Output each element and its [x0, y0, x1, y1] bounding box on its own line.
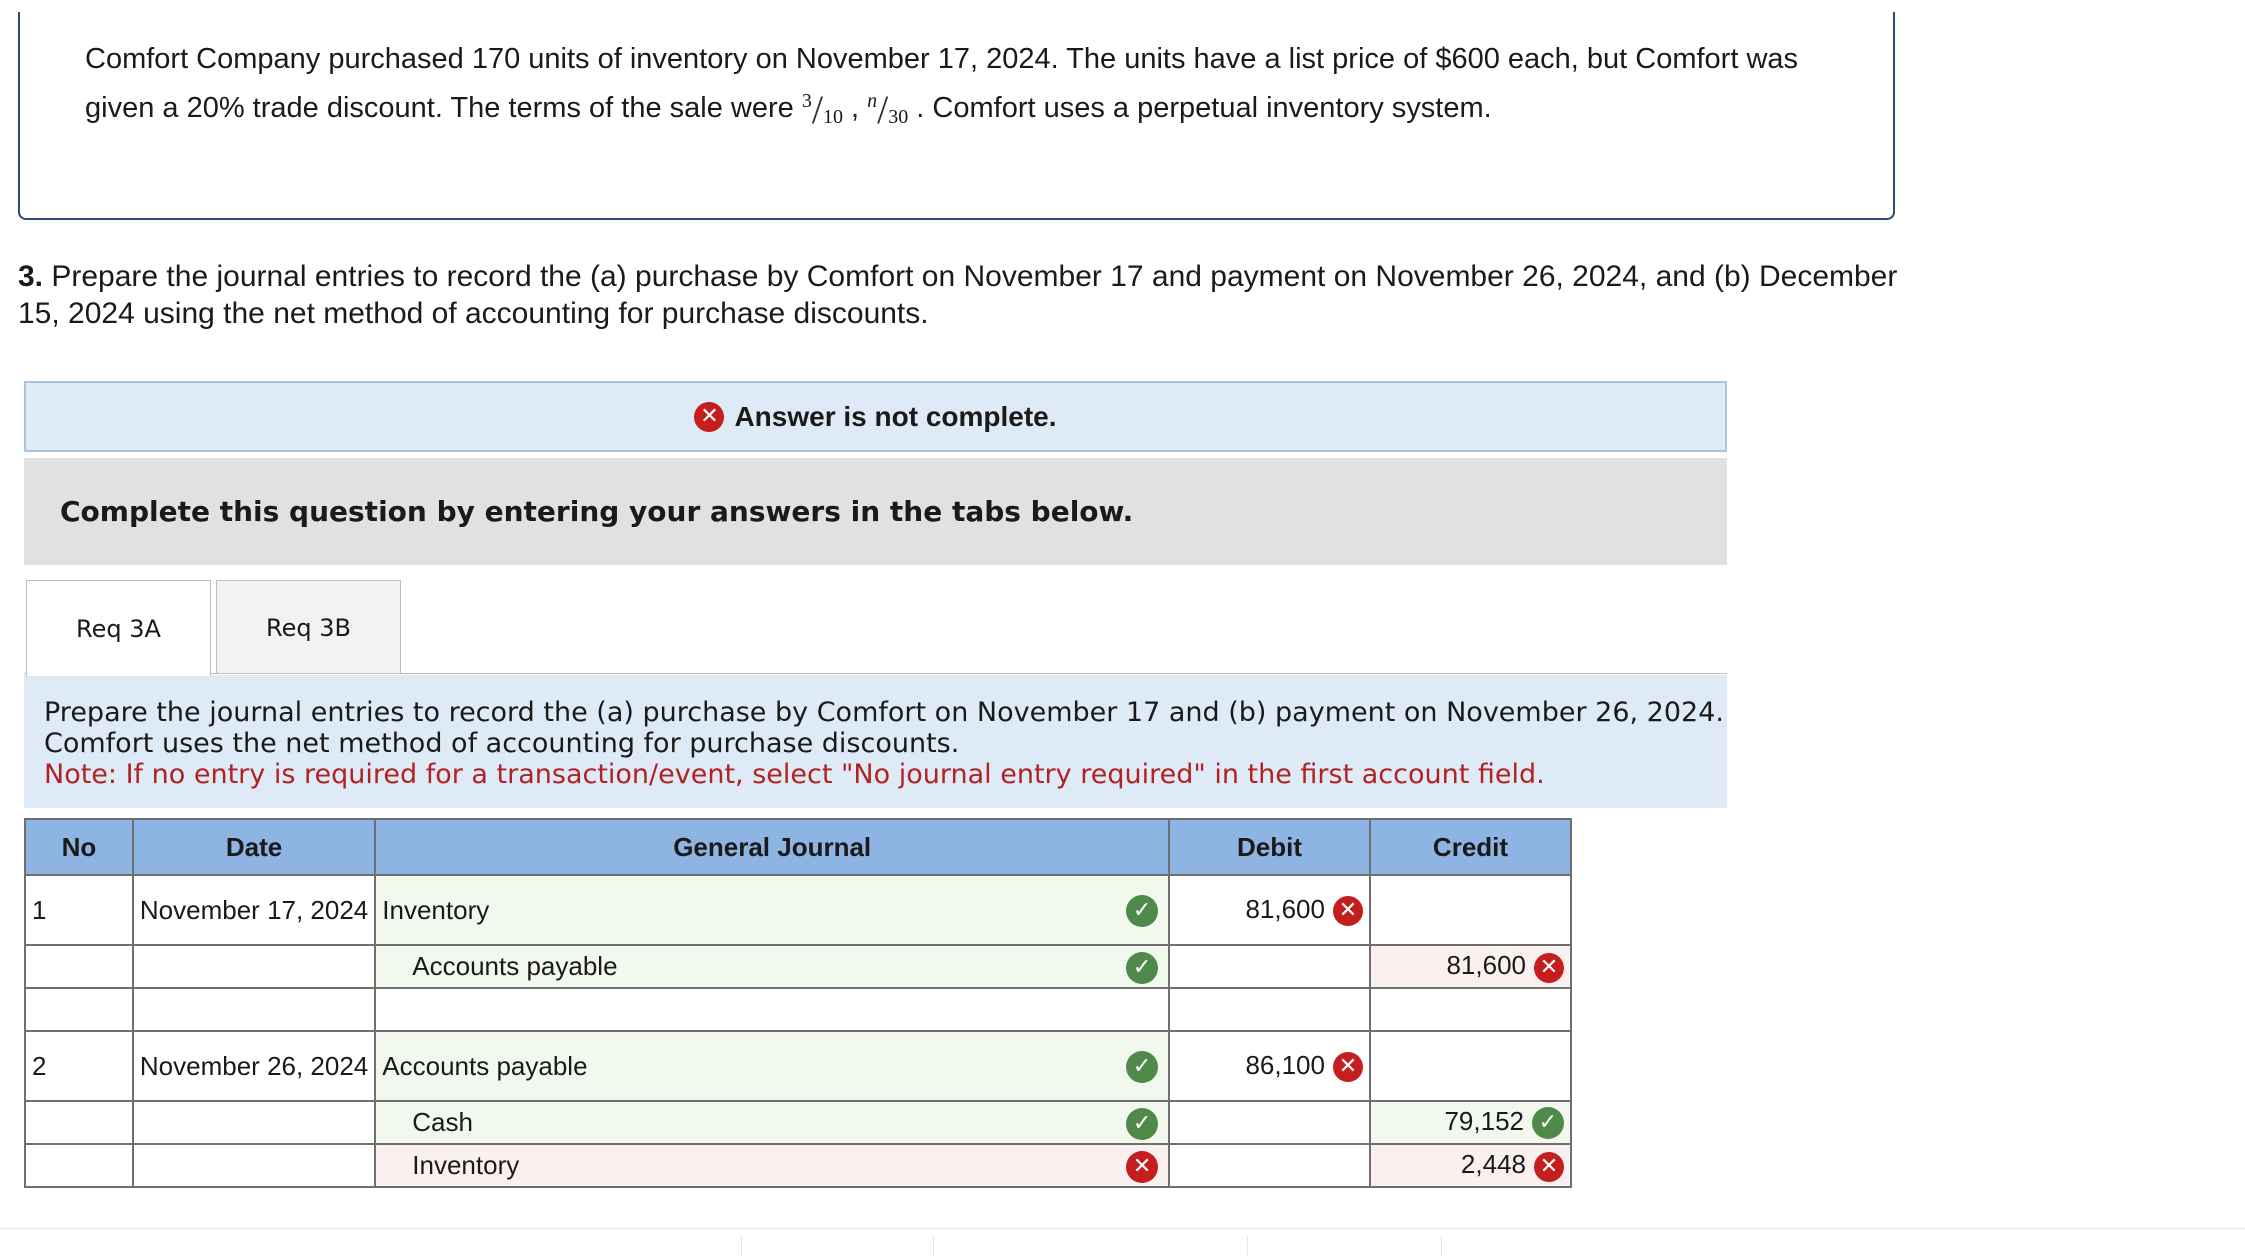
terms-separator: ,: [842, 92, 868, 124]
requirement-prompt: [24, 675, 1727, 808]
account-select[interactable]: [375, 988, 1169, 1031]
date-select[interactable]: [133, 1101, 375, 1144]
credit-input[interactable]: [1370, 875, 1571, 945]
header-credit: Credit: [1370, 819, 1571, 875]
entry-no-cell: [25, 1101, 133, 1144]
header-date: Date: [133, 819, 375, 875]
account-select[interactable]: Cash ✓: [375, 1101, 1169, 1144]
table-row: [25, 945, 1571, 988]
date-select[interactable]: November 26, 2024: [133, 1031, 375, 1101]
credit-input[interactable]: 79,152 ✓: [1370, 1101, 1571, 1144]
debit-input[interactable]: [1169, 1101, 1370, 1144]
table-row: [25, 988, 1571, 1031]
credit-input[interactable]: [1370, 988, 1571, 1031]
account-select[interactable]: Accounts payable ✓: [375, 1031, 1169, 1101]
account-select[interactable]: Accounts payable ✓: [375, 945, 1169, 988]
prompt-note: Note: If no entry is required for a transaction/event, select "No journal entry required" in the first account field.: [44, 759, 1545, 790]
credit-input[interactable]: 81,600 ✕: [1370, 945, 1571, 988]
account-select[interactable]: Inventory ✓: [375, 875, 1169, 945]
bottom-divider: [0, 1228, 2245, 1229]
tab-bar: [26, 580, 401, 674]
table-row: [25, 1101, 1571, 1144]
date-select[interactable]: [133, 988, 375, 1031]
table-row: [25, 1144, 1571, 1187]
bottom-divider-tick: [1441, 1236, 1442, 1256]
bottom-divider-tick: [1247, 1236, 1248, 1256]
credit-input[interactable]: 2,448 ✕: [1370, 1144, 1571, 1187]
incorrect-x-icon: ✕: [1534, 1152, 1564, 1182]
correct-check-icon: ✓: [1126, 1051, 1158, 1083]
correct-check-icon: ✓: [1126, 895, 1158, 927]
question-number: 3.: [18, 260, 44, 293]
entry-no-cell: 2: [25, 1031, 133, 1101]
problem-statement: [85, 38, 1835, 138]
instruction-bar: [24, 458, 1727, 565]
debit-input[interactable]: [1169, 945, 1370, 988]
incorrect-x-icon: ✕: [1333, 1052, 1363, 1082]
debit-input[interactable]: 81,600 ✕: [1169, 875, 1370, 945]
status-banner: [24, 381, 1727, 452]
date-select[interactable]: [133, 945, 375, 988]
question-text: [18, 258, 1898, 332]
table-row: [25, 1031, 1571, 1101]
status-banner-text: Answer is not complete.: [734, 400, 1057, 432]
date-select[interactable]: November 17, 2024: [133, 875, 375, 945]
correct-check-icon: ✓: [1126, 952, 1158, 984]
entry-no-cell: [25, 1144, 133, 1187]
prompt-text: Prepare the journal entries to record the (a) purchase by Comfort on November 17 and (b) payment on November 26, 2024. Comfort uses the net method of accounting for purchase discounts.: [44, 697, 1724, 759]
header-general-journal: General Journal: [375, 819, 1169, 875]
incorrect-x-icon: ✕: [1126, 1151, 1158, 1183]
terms-fraction-discount: $^3/_{10}$: [801, 87, 843, 132]
correct-check-icon: ✓: [1126, 1108, 1158, 1140]
tab-divider: [24, 673, 1727, 674]
bottom-divider-tick: [933, 1236, 934, 1256]
tab-req-3b[interactable]: Req 3B: [216, 580, 401, 674]
incorrect-x-icon: ✕: [1534, 953, 1564, 983]
table-row: [25, 875, 1571, 945]
problem-text-after: . Comfort uses a perpetual inventory system.: [908, 92, 1492, 124]
entry-no-cell: 1: [25, 875, 133, 945]
table-header-row: [25, 819, 1571, 875]
general-journal-table: [24, 818, 1572, 1188]
bottom-divider-tick: [741, 1236, 742, 1256]
instruction-text: Complete this question by entering your answers in the tabs below.: [60, 495, 1134, 528]
header-no: No: [25, 819, 133, 875]
account-select[interactable]: Inventory ✕: [375, 1144, 1169, 1187]
debit-input[interactable]: 86,100 ✕: [1169, 1031, 1370, 1101]
terms-fraction-net: $^n/_{30}$: [867, 87, 909, 132]
problem-text-before: Comfort Company purchased 170 units of inventory on November 17, 2024. The units have a list price of $600 each, but Comfort was given a 20% trade discount. The terms of the sale were: [85, 43, 1799, 124]
tab-req-3a[interactable]: Req 3A: [26, 580, 211, 676]
debit-input[interactable]: [1169, 1144, 1370, 1187]
question-body: Prepare the journal entries to record the (a) purchase by Comfort on November 17 and payment on November 26, 2024, and (b) December 15, 2024 using the net method of accounting for purchase discounts.: [18, 260, 1898, 330]
header-debit: Debit: [1169, 819, 1370, 875]
entry-no-cell: [25, 988, 133, 1031]
date-select[interactable]: [133, 1144, 375, 1187]
credit-input[interactable]: [1370, 1031, 1571, 1101]
correct-check-icon: ✓: [1532, 1107, 1564, 1139]
debit-input[interactable]: [1169, 988, 1370, 1031]
incorrect-x-icon: ✕: [1333, 896, 1363, 926]
entry-no-cell: [25, 945, 133, 988]
incorrect-x-icon: ✕: [694, 402, 724, 432]
